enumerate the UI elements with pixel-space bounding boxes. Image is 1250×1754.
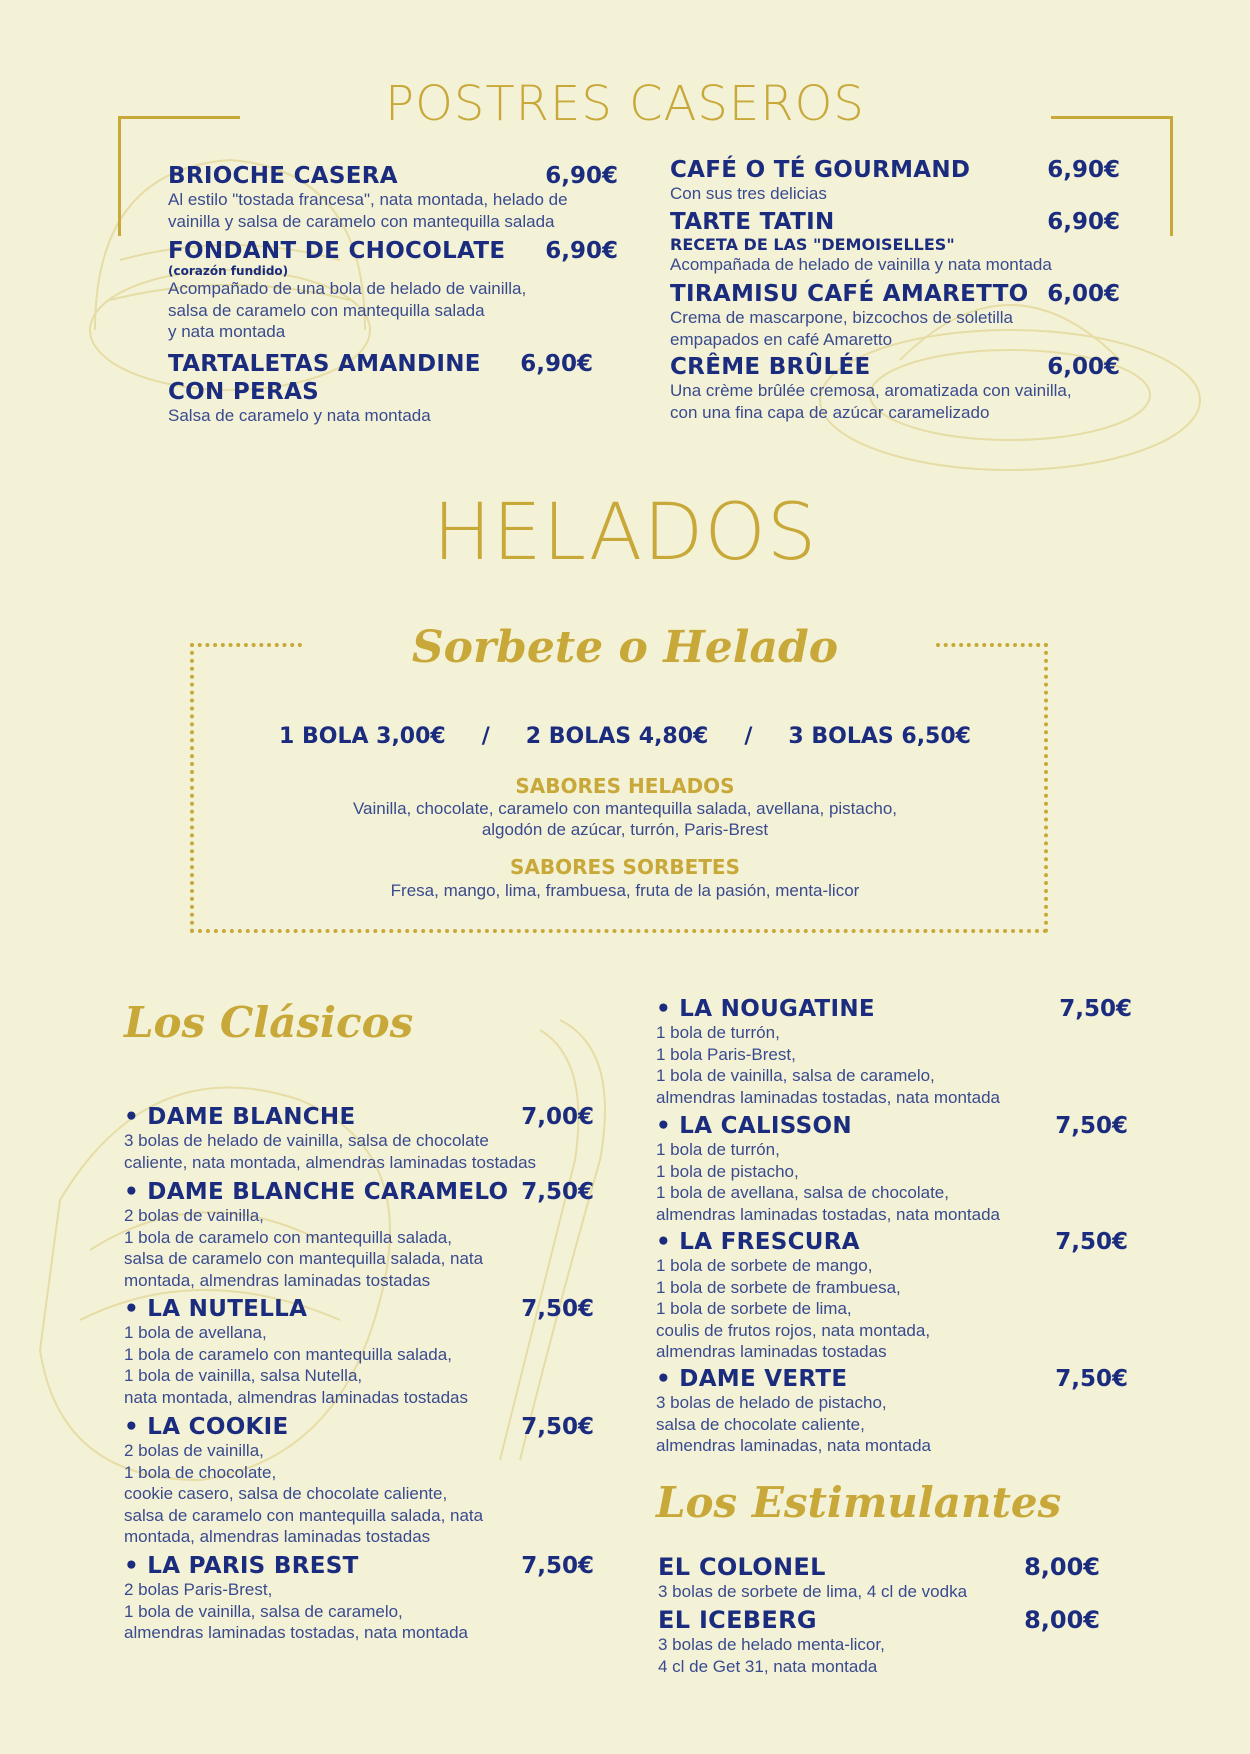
menu-item-la-calisson [656, 1113, 1128, 1225]
menu-item-dame-blanche-caramelo [124, 1179, 594, 1291]
item-name: EL ICEBERG [658, 1606, 817, 1634]
item-price: 6,00€ [1047, 281, 1120, 307]
menu-item-la-cookie [124, 1414, 594, 1548]
menu-item-tartaletas [168, 351, 593, 427]
item-name: • DAME BLANCHE CARAMELO [124, 1179, 509, 1205]
menu-item-el-iceberg [658, 1606, 1100, 1677]
item-description: Acompañado de una bola de helado de vainilla, salsa de caramelo con mantequilla salada y nata montada [168, 279, 527, 341]
item-price: 6,00€ [1047, 354, 1120, 380]
price-one-scoop: 1 BOLA 3,00€ [279, 724, 446, 749]
item-description: Una crème brûlée cremosa, aromatizada con vainilla, con una fina capa de azúcar caramelizado [670, 381, 1072, 422]
item-name: CAFÉ O TÉ GOURMAND [670, 157, 971, 183]
item-description: Con sus tres delicias [670, 184, 827, 203]
item-price: 7,00€ [521, 1104, 594, 1130]
menu-item-fondant [168, 238, 618, 343]
frame-line [118, 116, 240, 119]
price-two-scoops: 2 BOLAS 4,80€ [525, 724, 709, 749]
item-description: 3 bolas de sorbete de lima, 4 cl de vodka [658, 1582, 968, 1601]
item-description: Crema de mascarpone, bizcochos de soletilla empapados en café Amaretto [670, 308, 1014, 349]
item-price: 6,90€ [1047, 157, 1120, 183]
item-name: EL COLONEL [658, 1553, 826, 1581]
item-name: • LA FRESCURA [656, 1229, 860, 1255]
item-name: • DAME BLANCHE [124, 1104, 356, 1130]
item-name: • LA PARIS BREST [124, 1553, 359, 1579]
item-price: 7,50€ [1055, 1229, 1128, 1255]
item-price: 6,90€ [545, 238, 618, 264]
item-description: 3 bolas de helado de vainilla, salsa de chocolate caliente, nata montada, almendras laminadas tostadas [124, 1131, 537, 1172]
item-name: • DAME VERTE [656, 1366, 848, 1392]
item-price: 7,50€ [521, 1414, 594, 1440]
menu-item-el-colonel [658, 1553, 1100, 1603]
clasicos-title: Los Clásicos [124, 998, 414, 1047]
frame-line [118, 116, 121, 236]
item-description: 3 bolas de helado menta-licor, 4 cl de Get 31, nata montada [658, 1635, 885, 1676]
menu-item-la-nutella [124, 1296, 594, 1408]
menu-item-la-frescura [656, 1229, 1128, 1363]
item-price: 7,50€ [521, 1296, 594, 1322]
item-description: 2 bolas de vainilla, 1 bola de chocolate, cookie casero, salsa de chocolate caliente, salsa de caramelo con mantequilla salada, nata montada, almendras laminadas tostadas [124, 1441, 484, 1546]
item-price: 7,50€ [521, 1179, 594, 1205]
item-price: 6,90€ [1047, 209, 1120, 235]
menu-item-la-nougatine [656, 996, 1132, 1108]
item-price: 7,50€ [1055, 1366, 1128, 1392]
item-description: Salsa de caramelo y nata montada [168, 406, 431, 425]
menu-item-la-paris-brest [124, 1553, 594, 1644]
menu-item-tiramisu [670, 281, 1120, 350]
item-description: 1 bola de avellana, 1 bola de caramelo con mantequilla salada, 1 bola de vainilla, salsa Nutella, nata montada, almendras laminadas tostadas [124, 1323, 468, 1407]
scoop-prices [0, 724, 1250, 749]
item-description: 1 bola de sorbete de mango, 1 bola de sorbete de frambuesa, 1 bola de sorbete de lima, coulis de frutos rojos, nata montada, almendras laminadas tostadas [656, 1256, 931, 1361]
menu-item-creme-brulee [670, 354, 1120, 423]
item-name: • LA CALISSON [656, 1113, 852, 1139]
price-three-scoops: 3 BOLAS 6,50€ [788, 724, 971, 749]
item-description: 2 bolas de vainilla, 1 bola de caramelo con mantequilla salada, salsa de caramelo con mantequilla salada, nata montada, almendras laminadas tostadas [124, 1206, 484, 1290]
helados-title: HELADOS [432, 488, 818, 578]
sabores-sorbetes-list: Fresa, mango, lima, frambuesa, fruta de la pasión, menta-licor [390, 881, 860, 900]
price-separator: / [481, 724, 490, 749]
frame-line [1170, 116, 1173, 236]
menu-item-cafe-gourmand [670, 157, 1120, 205]
item-name: TARTE TATIN [670, 209, 835, 235]
item-description: 3 bolas de helado de pistacho, salsa de chocolate caliente, almendras laminadas, nata montada [656, 1393, 931, 1455]
item-name: • LA NOUGATINE [656, 996, 875, 1022]
item-name: TARTALETAS AMANDINE [168, 351, 481, 377]
item-price: 7,50€ [1055, 1113, 1128, 1139]
sabores-helados-list: Vainilla, chocolate, caramelo con mantequilla salada, avellana, pistacho, algodón de azúcar, turrón, Paris-Brest [352, 799, 897, 839]
item-name: • LA COOKIE [124, 1414, 289, 1440]
menu-item-tarte-tatin [670, 209, 1120, 276]
item-name-line2: CON PERAS [168, 379, 320, 405]
item-description: 1 bola de turrón, 1 bola de pistacho, 1 bola de avellana, salsa de chocolate, almendras laminadas tostadas, nata montada [656, 1140, 1000, 1224]
item-price: 7,50€ [521, 1553, 594, 1579]
sabores-helados-title: SABORES HELADOS [515, 774, 735, 798]
item-price: 8,00€ [1024, 1553, 1100, 1581]
item-price: 8,00€ [1024, 1606, 1100, 1634]
frame-dots [190, 929, 1048, 933]
item-price: 6,90€ [520, 351, 593, 377]
sorbete-title: Sorbete o Helado [411, 622, 839, 673]
item-name: FONDANT DE CHOCOLATE [168, 238, 506, 264]
item-subtitle: RECETA DE LAS "DEMOISELLES" [670, 235, 955, 254]
menu-item-dame-verte [656, 1366, 1128, 1457]
item-price: 6,90€ [545, 163, 618, 189]
item-description: 1 bola de turrón, 1 bola Paris-Brest, 1 bola de vainilla, salsa de caramelo, almendras laminadas tostadas, nata montada [656, 1023, 1000, 1107]
item-name: BRIOCHE CASERA [168, 163, 398, 189]
item-name: CRÊME BRÛLÉE [670, 354, 871, 380]
item-description: 2 bolas Paris-Brest, 1 bola de vainilla, salsa de caramelo, almendras laminadas tostadas, nata montada [124, 1580, 468, 1642]
menu-item-brioche [168, 163, 618, 232]
item-name: • LA NUTELLA [124, 1296, 308, 1322]
frame-line [1051, 116, 1173, 119]
menu-item-dame-blanche [124, 1104, 594, 1173]
item-description: Al estilo "tostada francesa", nata montada, helado de vainilla y salsa de caramelo con mantequilla salada [168, 190, 568, 231]
item-name: TIRAMISU CAFÉ AMARETTO [670, 281, 1029, 307]
estimulantes-title: Los Estimulantes [656, 1478, 1062, 1527]
postres-title: POSTRES CASEROS [385, 76, 865, 132]
item-description: Acompañada de helado de vainilla y nata montada [670, 255, 1052, 274]
item-price: 7,50€ [1059, 996, 1132, 1022]
item-note: (corazón fundido) [168, 264, 289, 278]
price-separator: / [744, 724, 753, 749]
sabores-sorbetes-title: SABORES SORBETES [510, 855, 740, 879]
